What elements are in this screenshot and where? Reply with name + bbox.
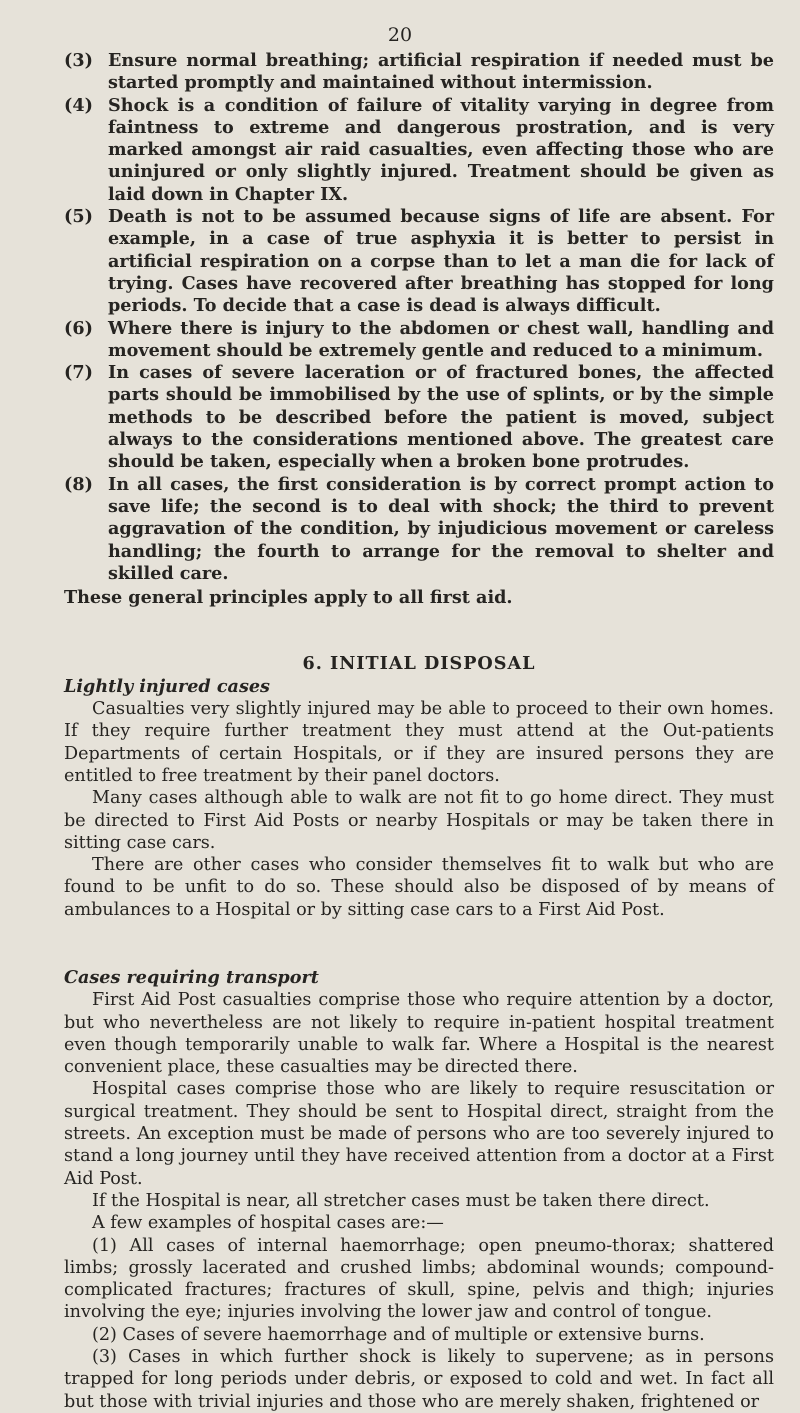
paragraph: Many cases although able to walk are not fit to go home direct. They must be directed to First Aid Posts or nearby Hospitals or may be taken there in sitting case cars. <box>64 788 774 853</box>
item-number: (7) <box>64 362 93 384</box>
page-content <box>64 50 774 1413</box>
item-text: In all cases, the first consideration is by correct prompt action to save life; the second is to deal with shock; the third to prevent aggravation of the condition, by injudicious movement or careless handling; the fourth to arrange for the removal to shelter and skilled care. <box>108 473 774 584</box>
item-text: In cases of severe laceration or of fractured bones, the affected parts should be immobilised by the use of splints, or by the simple methods to be described before the patient is moved, subject always to the considerations mentioned above. The greatest care should be taken, especially when a broken bone protrudes. <box>108 362 774 473</box>
item-text: Where there is injury to the abdomen or chest wall, handling and movement should be extremely gentle and reduced to a minimum. <box>108 317 774 361</box>
closing-line: These general principles apply to all first aid. <box>64 587 513 609</box>
numbered-item <box>64 50 774 95</box>
item-number: (8) <box>64 473 93 495</box>
paragraph: There are other cases who consider themselves fit to walk but who are found to be unfit to do so. These should also be disposed of by means of ambulances to a Hospital or by sitting case cars to a First Aid Post. <box>64 855 774 920</box>
numbered-item <box>64 206 774 317</box>
item-number: (6) <box>64 317 93 339</box>
list-paragraph: (2) Cases of severe haemorrhage and of multiple or extensive burns. <box>92 1324 705 1345</box>
subsection-heading: Cases requiring transport <box>64 966 319 988</box>
item-text: Shock is a condition of failure of vitality varying in degree from faintness to extreme and dangerous prostration, and is very marked amongst air raid casualties, even affecting those who are uninjured or only slightly injured. Treatment should be given as laid down in Chapter IX. <box>108 94 774 205</box>
numbered-item <box>64 318 774 363</box>
numbered-item <box>64 474 774 585</box>
item-number: (3) <box>64 50 93 71</box>
section-title: 6. INITIAL DISPOSAL <box>302 653 536 675</box>
paragraph: If the Hospital is near, all stretcher cases must be taken there direct. <box>92 1190 710 1211</box>
numbered-item <box>64 95 774 206</box>
item-number: (5) <box>64 206 93 228</box>
list-paragraph: (3) Cases in which further shock is likely to supervene; as in persons trapped for long periods under debris, or exposed to cold and wet. In fact all but those with trivial injuries and those who are merely shaken, frightened or <box>64 1347 774 1412</box>
paragraph: Hospital cases comprise those who are likely to require resuscitation or surgical treatment. They should be sent to Hospital direct, straight from the streets. An exception must be made of persons who are too severely injured to stand a long journey until they have received attention from a doctor at a First Aid Post. <box>64 1079 774 1189</box>
subsection-heading: Lightly injured cases <box>64 675 270 697</box>
list-paragraph: (1) All cases of internal haemorrhage; open pneumo-thorax; shattered limbs; grossly lacerated and crushed limbs; abdominal wounds; compound-complicated fractures; fractures of skull, spine, pelvis and thigh; injuries involving the eye; injuries involving the lower jaw and control of tongue. <box>64 1235 774 1323</box>
paragraph: Casualties very slightly injured may be able to proceed to their own homes. If they require further treatment they must attend at the Out-patients Departments of certain Hospitals, or if they are insured persons they are entitled to free treatment by their panel doctors. <box>64 699 774 786</box>
item-number: (4) <box>64 94 93 116</box>
item-text: Death is not to be assumed because signs of life are absent. For example, in a case of true asphyxia it is better to persist in artificial respiration on a corpse than to let a man die for lack of trying. Cases have recovered after breathing has stopped for long periods. To decide that a case is dead is always difficult. <box>108 206 774 317</box>
paragraph: A few examples of hospital cases are:— <box>92 1213 444 1234</box>
page-number: 20 <box>387 24 413 46</box>
item-text: Ensure normal breathing; artificial respiration if needed must be started promptly and maintained without intermission. <box>108 50 774 94</box>
numbered-item <box>64 362 774 473</box>
paragraph: First Aid Post casualties comprise those who require attention by a doctor, but who nevertheless are not likely to require in-patient hospital treatment even though temporarily unable to walk far. Where a Hospital is the nearest convenient place, these casualties may be directed there. <box>64 990 774 1078</box>
